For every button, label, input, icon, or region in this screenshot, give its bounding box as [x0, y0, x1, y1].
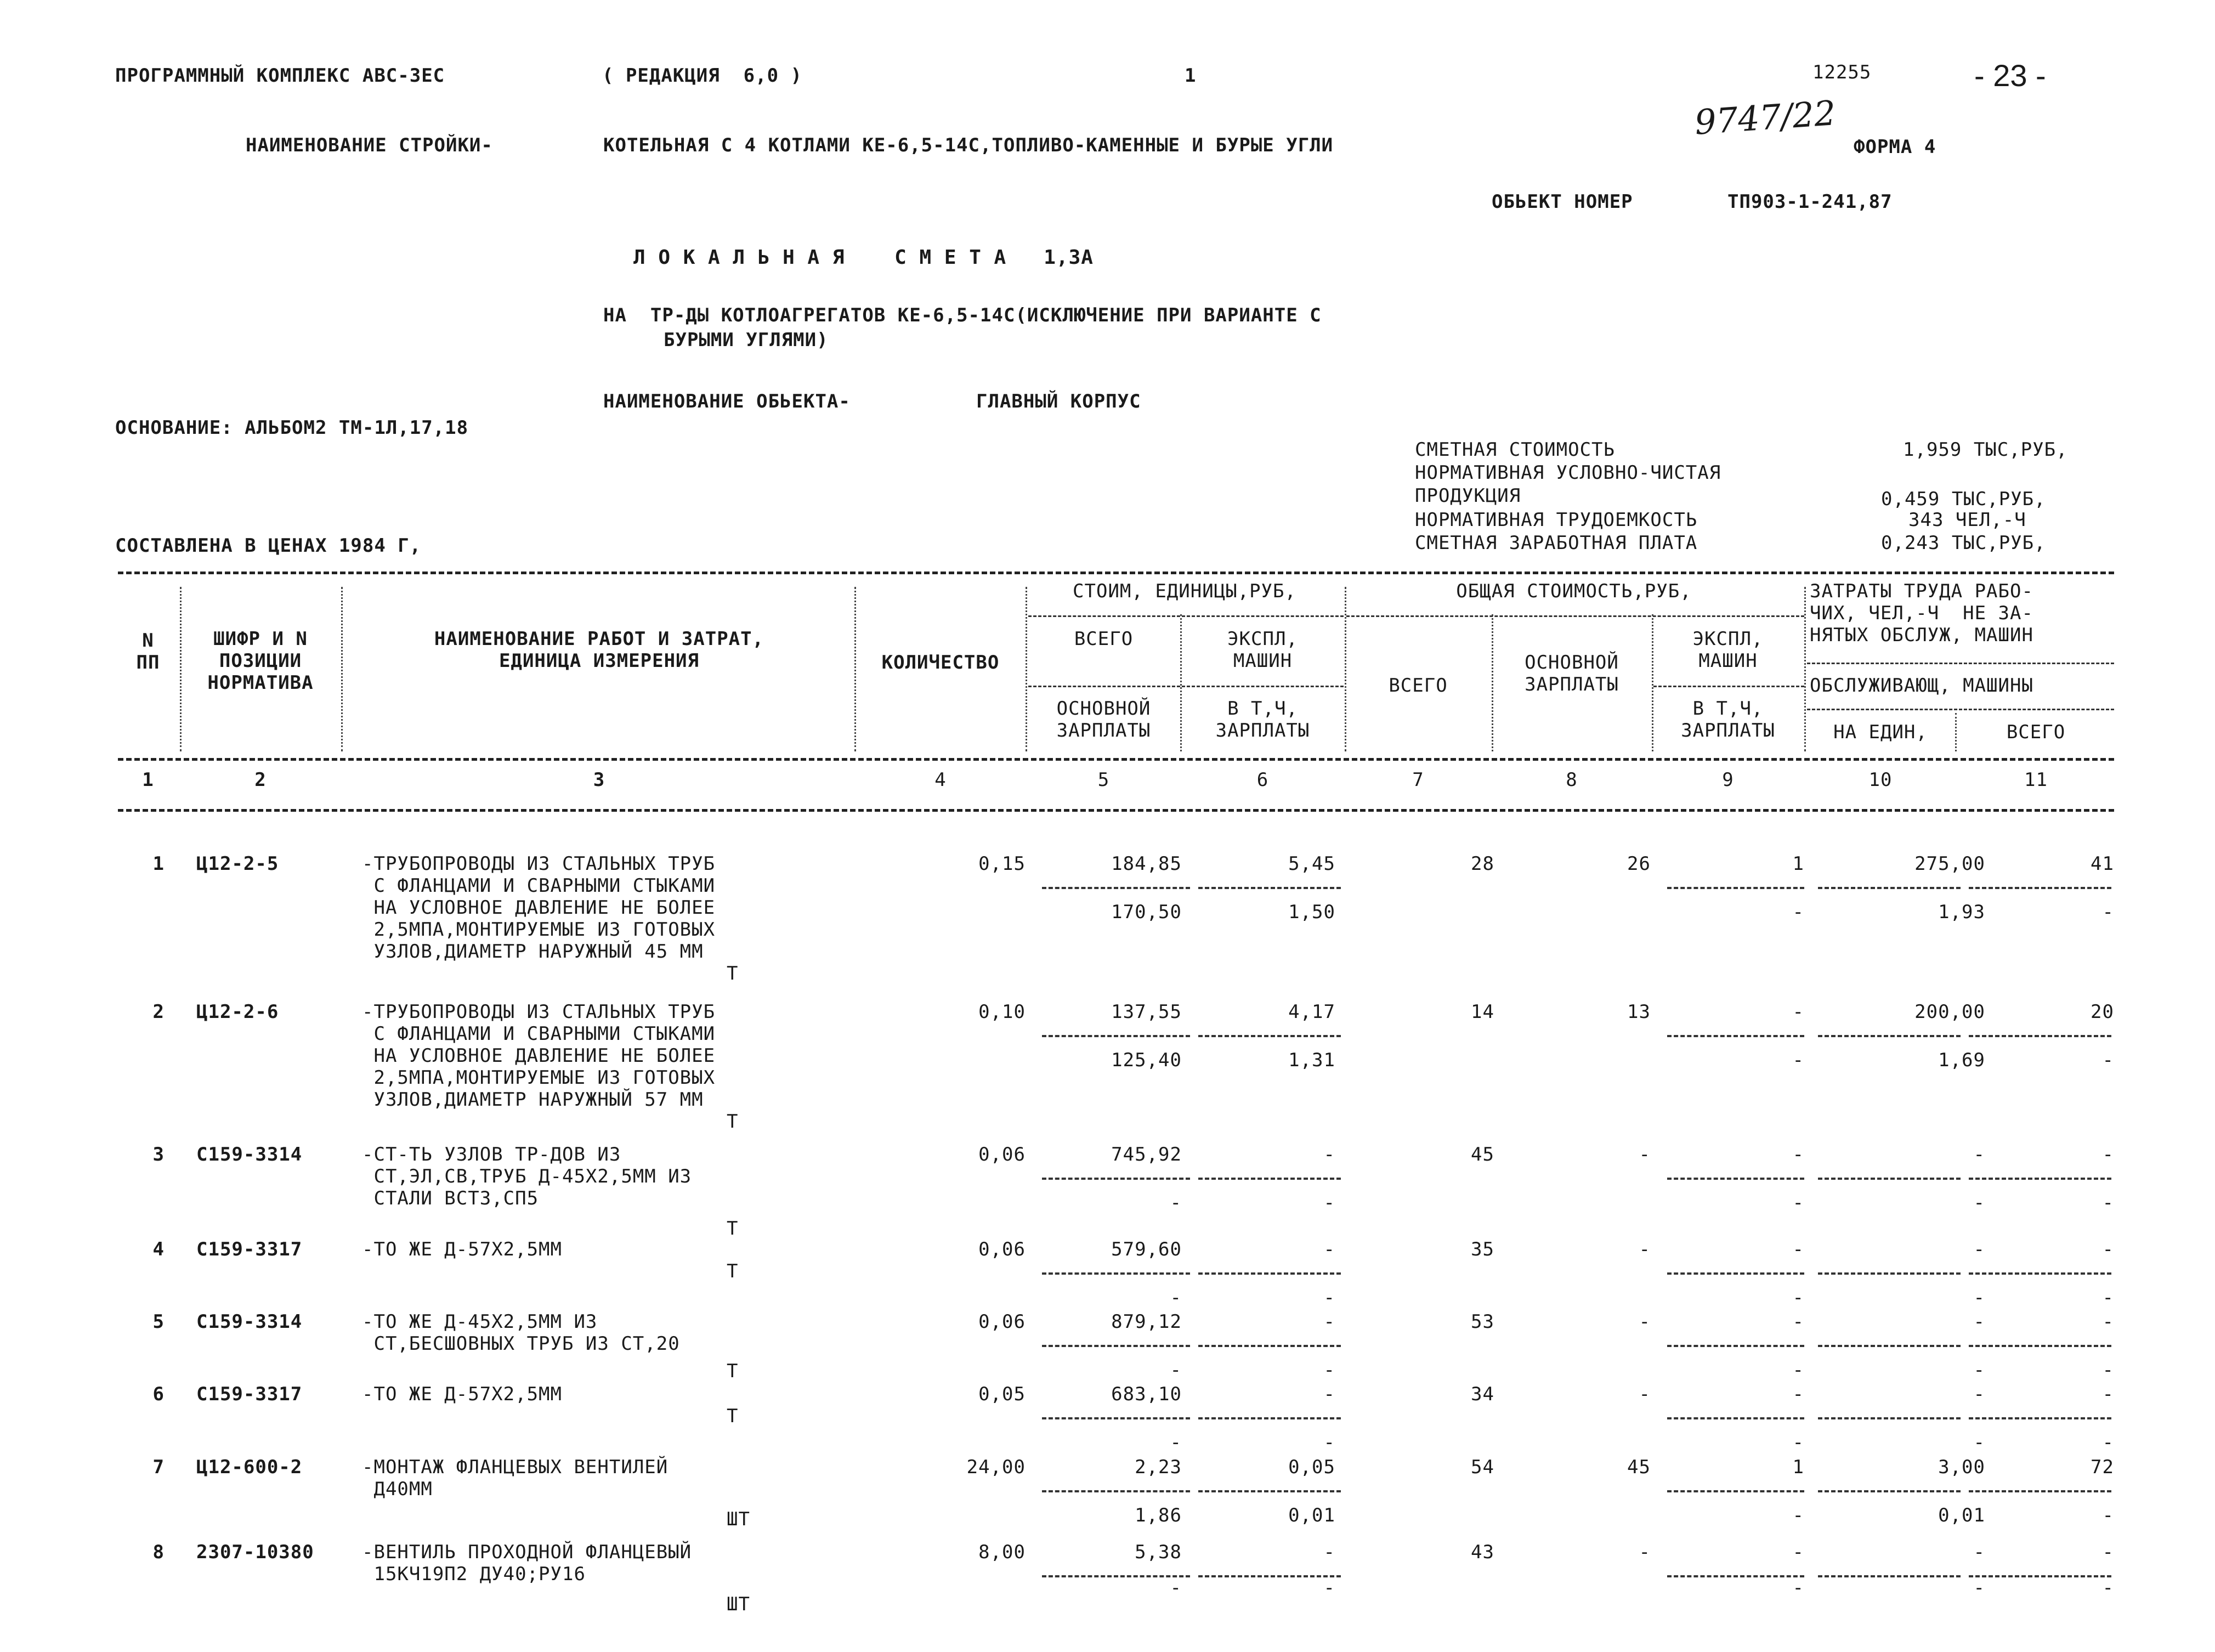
col-2-header: ШИФР И N ПОЗИЦИИ НОРМАТИВА [207, 628, 314, 694]
group-rule [1807, 663, 2114, 664]
row-unit-cost-total: 137,55 [1111, 1001, 1182, 1023]
row-total-machines: - [1792, 1383, 1804, 1405]
row-total-machines: - [1792, 1001, 1804, 1023]
row-code: С159-3314 [196, 1144, 303, 1166]
row-unit: Т [727, 1111, 739, 1133]
column-number: 6 [1256, 769, 1269, 791]
column-number: 1 [142, 769, 154, 791]
total-cost-group-header: ОБЩАЯ СТОИМОСТЬ,РУБ, [1456, 580, 1692, 602]
row-labor-machines-total: - [2102, 1432, 2114, 1453]
row-divider [1042, 1272, 1190, 1275]
summary-label: НОРМАТИВНАЯ ТРУДОЕМКОСТЬ [1415, 509, 1698, 531]
row-total-machine-wage: - [1792, 901, 1804, 923]
row-unit: Т [727, 1360, 739, 1382]
row-total-wage: 13 [1627, 1001, 1651, 1023]
row-code: С159-3314 [196, 1311, 303, 1333]
row-total-machine-wage: - [1792, 1359, 1804, 1381]
row-total-cost: 54 [1471, 1456, 1494, 1478]
row-divider [1667, 1035, 1804, 1037]
row-labor-per-unit: - [1973, 1541, 1985, 1563]
row-unit-cost-machines: - [1323, 1311, 1335, 1333]
row-number: 6 [152, 1383, 165, 1405]
estimate-subtitle-1: НА ТР-ДЫ КОТЛОАГРЕГАТОВ КЕ-6,5-14С(ИСКЛЮЧЕНИЕ ПРИ ВАРИАНТЕ С [603, 304, 1322, 326]
row-unit-cost-total: 2,23 [1135, 1456, 1182, 1478]
row-labor-per-unit: - [1973, 1383, 1985, 1405]
summary-label: НОРМАТИВНАЯ УСЛОВНО-ЧИСТАЯ [1415, 462, 1721, 484]
row-unit-machine-wage: 0,01 [1288, 1504, 1335, 1526]
sheet-number: 1 [1185, 65, 1197, 87]
row-total-cost: 34 [1471, 1383, 1494, 1405]
row-unit-cost-total: 879,12 [1111, 1311, 1182, 1333]
row-quantity: 0,06 [978, 1311, 1026, 1333]
row-total-machines: - [1792, 1238, 1804, 1260]
basis: ОСНОВАНИЕ: АЛЬБОМ2 ТМ-1Л,17,18 [115, 417, 469, 439]
row-divider [1818, 1272, 1961, 1275]
construction-label: НАИМЕНОВАНИЕ СТРОЙКИ- [246, 134, 493, 156]
numbers-bottom-rule [118, 809, 2114, 812]
row-divider [1198, 1490, 1341, 1492]
edition: ( РЕДАКЦИЯ 6,0 ) [602, 65, 802, 87]
row-total-machine-wage: - [1792, 1504, 1804, 1526]
col-9-sub-header: В Т,Ч, ЗАРПЛАТЫ [1681, 698, 1775, 742]
row-divider [1198, 1345, 1341, 1347]
row-unit: ШТ [727, 1593, 750, 1615]
row-quantity: 8,00 [978, 1541, 1026, 1563]
col-8-header: ОСНОВНОЙ ЗАРПЛАТЫ [1525, 652, 1619, 695]
row-unit-machine-wage: - [1323, 1192, 1335, 1214]
row-description: -ТРУБОПРОВОДЫ ИЗ СТАЛЬНЫХ ТРУБ С ФЛАНЦАМИ И СВАРНЫМИ СТЫКАМИ НА УСЛОВНОЕ ДАВЛЕНИЕ НЕ БОЛЕЕ 2,5МПА,МОНТИРУЕМЫЕ ИЗ ГОТОВЫХ УЗЛОВ,ДИАМЕТР НАРУЖНЫЙ 45 ММ [362, 853, 716, 963]
row-total-machines: 1 [1792, 853, 1804, 875]
row-labor-machines-total: - [2102, 1359, 2114, 1381]
row-total-wage: - [1639, 1238, 1651, 1260]
col-3-header: НАИМЕНОВАНИЕ РАБОТ И ЗАТРАТ, ЕДИНИЦА ИЗМЕРЕНИЯ [434, 628, 764, 672]
group-rule [1653, 686, 1804, 687]
row-total-cost: 35 [1471, 1238, 1494, 1260]
row-description: -МОНТАЖ ФЛАНЦЕВЫХ ВЕНТИЛЕЙ Д40ММ [362, 1456, 669, 1500]
column-separator [341, 587, 343, 751]
summary-label: СМЕТНАЯ СТОИМОСТЬ [1415, 439, 1615, 461]
row-divider [1667, 1178, 1804, 1180]
row-labor-per-unit: 275,00 [1914, 853, 1985, 875]
row-labor-machines-per-unit: - [1973, 1432, 1985, 1453]
row-number: 5 [152, 1311, 165, 1333]
row-quantity: 0,06 [978, 1144, 1026, 1166]
row-divider [1969, 1178, 2111, 1180]
row-total-wage: - [1639, 1541, 1651, 1563]
row-divider [1198, 1272, 1341, 1275]
row-unit-base-wage: - [1170, 1359, 1182, 1381]
row-labor-per-unit: - [1973, 1144, 1985, 1166]
row-unit-machine-wage: 1,31 [1288, 1049, 1335, 1071]
col-6-sub-header: В Т,Ч, ЗАРПЛАТЫ [1215, 698, 1310, 742]
row-labor-machines-per-unit: - [1973, 1192, 1985, 1214]
row-code: 2307-10380 [196, 1541, 314, 1563]
row-total-machine-wage: - [1792, 1049, 1804, 1071]
row-divider [1667, 887, 1804, 889]
row-divider [1818, 1035, 1961, 1037]
row-unit-machine-wage: 1,50 [1288, 901, 1335, 923]
row-unit-cost-total: 579,60 [1111, 1238, 1182, 1260]
document-code: 12255 [1812, 61, 1872, 83]
row-divider [1667, 1417, 1804, 1419]
col-5-sub-header: ОСНОВНОЙ ЗАРПЛАТЫ [1056, 698, 1151, 742]
col-5-header: ВСЕГО [1074, 628, 1134, 650]
unit-cost-group-header: СТОИМ, ЕДИНИЦЫ,РУБ, [1073, 580, 1296, 602]
row-unit-base-wage: 170,50 [1111, 901, 1182, 923]
row-unit-cost-total: 184,85 [1111, 853, 1182, 875]
row-code: С159-3317 [196, 1383, 303, 1405]
header-bottom-rule [118, 758, 2114, 761]
row-total-machines: - [1792, 1311, 1804, 1333]
row-total-machine-wage: - [1792, 1432, 1804, 1453]
row-divider [1969, 1345, 2111, 1347]
column-separator [1804, 587, 1806, 751]
row-total-wage: - [1639, 1383, 1651, 1405]
row-divider [1667, 1345, 1804, 1347]
estimate-title: Л О К А Л Ь Н А Я С М Е Т А 1,3А [633, 246, 1094, 269]
row-unit-machine-wage: - [1323, 1359, 1335, 1381]
row-code: С159-3317 [196, 1238, 303, 1260]
row-quantity: 0,10 [978, 1001, 1026, 1023]
col-11-header: ВСЕГО [2006, 721, 2066, 743]
row-number: 8 [152, 1541, 165, 1563]
row-unit-cost-machines: 0,05 [1288, 1456, 1335, 1478]
object-label: ОБЬЕКТ НОМЕР [1492, 191, 1633, 213]
column-number: 5 [1097, 769, 1110, 791]
row-labor-total: - [2102, 1541, 2114, 1563]
column-number: 9 [1722, 769, 1734, 791]
column-number: 3 [593, 769, 605, 791]
row-labor-machines-per-unit: 1,93 [1938, 901, 1985, 923]
row-labor-total: - [2102, 1383, 2114, 1405]
row-divider [1667, 1272, 1804, 1275]
row-divider [1969, 1417, 2111, 1419]
row-total-wage: - [1639, 1144, 1651, 1166]
row-labor-total: - [2102, 1311, 2114, 1333]
row-quantity: 0,06 [978, 1238, 1026, 1260]
page-number: - 23 - [1974, 58, 2046, 93]
row-unit: ШТ [727, 1508, 750, 1530]
row-labor-total: - [2102, 1238, 2114, 1260]
row-unit-base-wage: - [1170, 1577, 1182, 1599]
row-unit-base-wage: - [1170, 1287, 1182, 1309]
form-label: ФОРМА 4 [1854, 136, 1936, 158]
row-divider [1042, 1345, 1190, 1347]
row-unit-cost-total: 745,92 [1111, 1144, 1182, 1166]
row-unit-machine-wage: - [1323, 1577, 1335, 1599]
row-unit-cost-machines: - [1323, 1238, 1335, 1260]
row-total-machine-wage: - [1792, 1577, 1804, 1599]
handwritten-number: 9747/22 [1693, 93, 1837, 143]
row-unit-cost-total: 683,10 [1111, 1383, 1182, 1405]
row-unit-cost-machines: - [1323, 1144, 1335, 1166]
row-divider [1042, 887, 1190, 889]
row-labor-per-unit: - [1973, 1311, 1985, 1333]
column-separator [1026, 587, 1027, 751]
row-number: 3 [152, 1144, 165, 1166]
row-unit-base-wage: 125,40 [1111, 1049, 1182, 1071]
row-divider [1818, 1345, 1961, 1347]
row-divider [1969, 1272, 2111, 1275]
estimate-subtitle-2: БУРЫМИ УГЛЯМИ) [664, 329, 829, 351]
row-divider [1198, 1035, 1341, 1037]
row-total-cost: 53 [1471, 1311, 1494, 1333]
row-description: -ТРУБОПРОВОДЫ ИЗ СТАЛЬНЫХ ТРУБ С ФЛАНЦАМИ И СВАРНЫМИ СТЫКАМИ НА УСЛОВНОЕ ДАВЛЕНИЕ НЕ БОЛЕЕ 2,5МПА,МОНТИРУЕМЫЕ ИЗ ГОТОВЫХ УЗЛОВ,ДИАМЕТР НАРУЖНЫЙ 57 ММ [362, 1001, 716, 1111]
row-unit-base-wage: 1,86 [1135, 1504, 1182, 1526]
row-divider [1969, 1035, 2111, 1037]
summary-label: ПРОДУКЦИЯ [1415, 485, 1521, 507]
col-7-header: ВСЕГО [1389, 675, 1448, 697]
row-total-wage: 45 [1627, 1456, 1651, 1478]
row-divider [1818, 1178, 1961, 1180]
row-divider [1818, 887, 1961, 889]
col-4-header: КОЛИЧЕСТВО [881, 652, 1000, 674]
row-unit-machine-wage: - [1323, 1432, 1335, 1453]
row-divider [1198, 887, 1341, 889]
row-labor-total: 20 [2091, 1001, 2114, 1023]
row-labor-total: 41 [2091, 853, 2114, 875]
program-title: ПРОГРАММНЫЙ КОМПЛЕКС АВС-ЗЕС [115, 65, 445, 87]
summary-value: 343 ЧЕЛ,-Ч [1908, 509, 2026, 531]
row-quantity: 0,15 [978, 853, 1026, 875]
row-divider [1042, 1035, 1190, 1037]
row-total-wage: - [1639, 1311, 1651, 1333]
object-name-label: НАИМЕНОВАНИЕ ОБЬЕКТА- [603, 391, 851, 412]
row-divider [1198, 1417, 1341, 1419]
summary-label: СМЕТНАЯ ЗАРАБОТНАЯ ПЛАТА [1415, 532, 1698, 554]
row-labor-total: 72 [2091, 1456, 2114, 1478]
labor-group-header: ЗАТРАТЫ ТРУДА РАБО- ЧИХ, ЧЕЛ,-Ч НЕ ЗА- НЯТЫХ ОБСЛУЖ, МАШИН [1810, 580, 2033, 646]
row-divider [1818, 1417, 1961, 1419]
row-divider [1818, 1490, 1961, 1492]
row-number: 1 [152, 853, 165, 875]
row-description: -СТ-ТЬ УЗЛОВ ТР-ДОВ ИЗ СТ,ЭЛ,СВ,ТРУБ Д-45Х2,5ММ ИЗ СТАЛИ ВСТ3,СП5 [362, 1144, 692, 1209]
column-separator [1955, 713, 1957, 751]
row-labor-machines-total: - [2102, 1049, 2114, 1071]
row-unit: Т [727, 1218, 739, 1240]
group-rule [1346, 615, 1804, 617]
row-total-machine-wage: - [1792, 1287, 1804, 1309]
header-top-rule [118, 572, 2114, 574]
row-divider [1667, 1490, 1804, 1492]
row-labor-per-unit: - [1973, 1238, 1985, 1260]
column-number: 11 [2024, 769, 2048, 791]
row-labor-per-unit: 200,00 [1914, 1001, 1985, 1023]
row-unit-cost-total: 5,38 [1135, 1541, 1182, 1563]
row-divider [1969, 887, 2111, 889]
row-code: Ц12-600-2 [196, 1456, 303, 1478]
row-unit-machine-wage: - [1323, 1287, 1335, 1309]
column-separator [1345, 587, 1346, 751]
row-divider [1042, 1490, 1190, 1492]
labor-machines-header: ОБСЛУЖИВАЮЩ, МАШИНЫ [1810, 675, 2033, 697]
row-number: 2 [152, 1001, 165, 1023]
row-total-cost: 14 [1471, 1001, 1494, 1023]
row-total-machine-wage: - [1792, 1192, 1804, 1214]
row-unit: Т [727, 963, 739, 985]
column-number: 7 [1412, 769, 1424, 791]
row-divider [1969, 1490, 2111, 1492]
row-divider [1198, 1178, 1341, 1180]
col-1-header: N ПП [136, 630, 160, 674]
row-divider [1042, 1417, 1190, 1419]
row-code: Ц12-2-5 [196, 853, 279, 875]
row-number: 4 [152, 1238, 165, 1260]
row-total-machines: - [1792, 1144, 1804, 1166]
summary-value: 0,243 ТЫС,РУБ, [1881, 532, 2046, 554]
column-number: 2 [254, 769, 267, 791]
row-labor-per-unit: 3,00 [1938, 1456, 1985, 1478]
row-quantity: 24,00 [966, 1456, 1026, 1478]
row-total-machines: - [1792, 1541, 1804, 1563]
column-number: 4 [934, 769, 947, 791]
row-labor-total: - [2102, 1144, 2114, 1166]
row-labor-machines-total: - [2102, 901, 2114, 923]
group-rule [1028, 686, 1344, 687]
row-labor-machines-per-unit: - [1973, 1577, 1985, 1599]
summary-value: 1,959 ТЫС,РУБ, [1903, 439, 2068, 461]
row-total-cost: 43 [1471, 1541, 1494, 1563]
row-description: -ВЕНТИЛЬ ПРОХОДНОЙ ФЛАНЦЕВЫЙ 15КЧ19П2 ДУ40;РУ16 [362, 1541, 692, 1585]
summary-value: 0,459 ТЫС,РУБ, [1881, 488, 2046, 510]
row-labor-machines-per-unit: - [1973, 1359, 1985, 1381]
row-unit-cost-machines: - [1323, 1383, 1335, 1405]
row-code: Ц12-2-6 [196, 1001, 279, 1023]
row-unit: Т [727, 1260, 739, 1282]
row-total-cost: 28 [1471, 853, 1494, 875]
col-10-header: НА ЕДИН, [1833, 721, 1928, 743]
row-quantity: 0,05 [978, 1383, 1026, 1405]
row-unit-base-wage: - [1170, 1432, 1182, 1453]
col-9-header: ЭКСПЛ, МАШИН [1692, 628, 1764, 672]
row-number: 7 [152, 1456, 165, 1478]
row-unit-cost-machines: 5,45 [1288, 853, 1335, 875]
row-labor-machines-per-unit: - [1973, 1287, 1985, 1309]
row-unit: Т [727, 1405, 739, 1427]
row-unit-base-wage: - [1170, 1192, 1182, 1214]
row-description: -ТО ЖЕ Д-57Х2,5ММ [362, 1383, 562, 1405]
price-basis: СОСТАВЛЕНА В ЦЕНАХ 1984 Г, [115, 535, 422, 557]
column-number: 8 [1566, 769, 1578, 791]
row-total-wage: 26 [1627, 853, 1651, 875]
row-labor-machines-total: - [2102, 1287, 2114, 1309]
row-description: -ТО ЖЕ Д-57Х2,5ММ [362, 1238, 562, 1260]
group-rule [1807, 709, 2114, 710]
row-total-machines: 1 [1792, 1456, 1804, 1478]
column-number: 10 [1868, 769, 1893, 791]
object-number: ТП903-1-241,87 [1727, 191, 1893, 213]
row-labor-machines-per-unit: 0,01 [1938, 1504, 1985, 1526]
construction-name: КОТЕЛЬНАЯ С 4 КОТЛАМИ КЕ-6,5-14С,ТОПЛИВО-КАМЕННЫЕ И БУРЫЕ УГЛИ [603, 134, 1334, 156]
row-unit-cost-machines: 4,17 [1288, 1001, 1335, 1023]
row-labor-machines-total: - [2102, 1577, 2114, 1599]
row-description: -ТО ЖЕ Д-45Х2,5ММ ИЗ СТ,БЕСШОВНЫХ ТРУБ ИЗ СТ,20 [362, 1311, 680, 1355]
object-name: ГЛАВНЫЙ КОРПУС [976, 391, 1141, 412]
row-total-cost: 45 [1471, 1144, 1494, 1166]
group-rule [1028, 615, 1344, 617]
row-unit-cost-machines: - [1323, 1541, 1335, 1563]
row-labor-machines-per-unit: 1,69 [1938, 1049, 1985, 1071]
row-labor-machines-total: - [2102, 1504, 2114, 1526]
col-6-header: ЭКСПЛ, МАШИН [1227, 628, 1298, 672]
row-divider [1042, 1178, 1190, 1180]
row-labor-machines-total: - [2102, 1192, 2114, 1214]
